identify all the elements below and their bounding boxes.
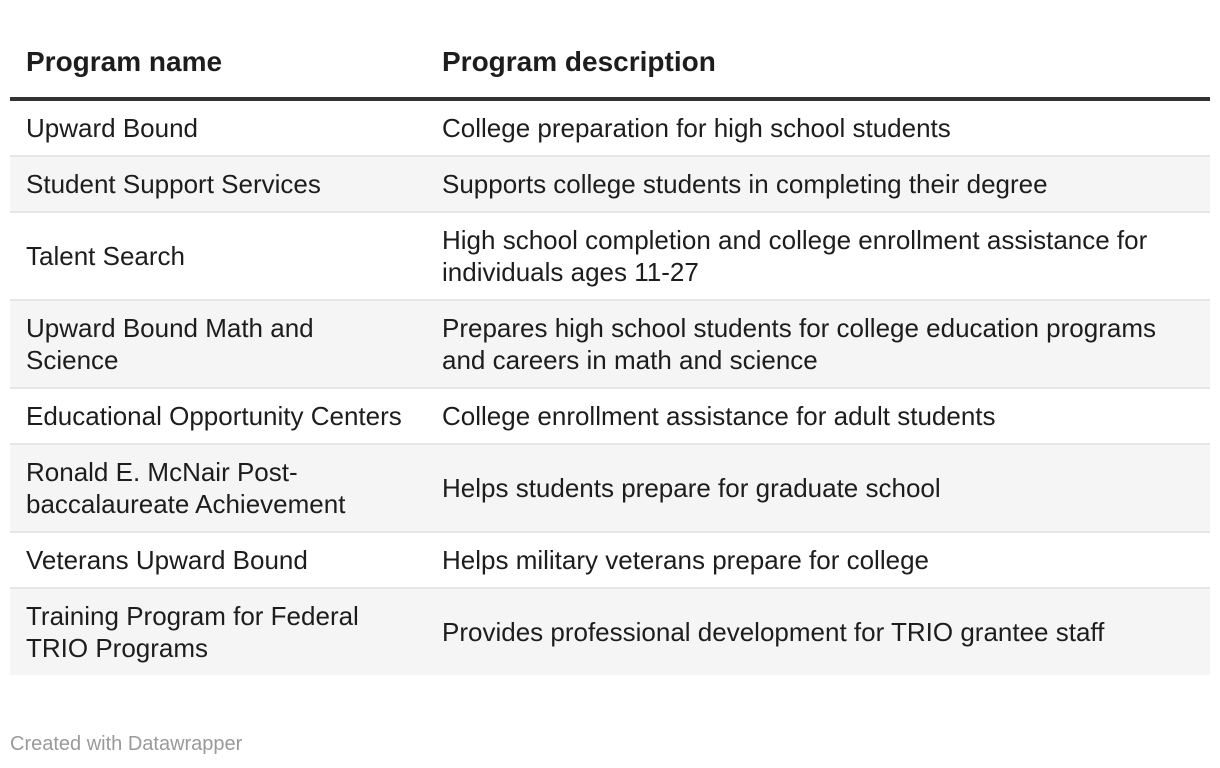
table-row — [10, 300, 1210, 388]
table-header-row — [10, 40, 1210, 99]
table-row — [10, 212, 1210, 300]
program-description-cell: Provides professional development for TRIO grantee staff — [426, 588, 1210, 675]
program-name-cell: Ronald E. McNair Post-baccalaureate Achievement — [10, 444, 426, 532]
table-row — [10, 99, 1210, 156]
program-table-container — [10, 40, 1210, 675]
program-name-cell: Educational Opportunity Centers — [10, 388, 426, 444]
program-name-cell: Training Program for Federal TRIO Programs — [10, 588, 426, 675]
table-body — [10, 99, 1210, 675]
program-name-cell: Student Support Services — [10, 156, 426, 212]
table-row — [10, 156, 1210, 212]
program-table — [10, 40, 1210, 675]
column-header-program-name[interactable]: Program name — [10, 40, 426, 99]
program-description-cell: Helps students prepare for graduate school — [426, 444, 1210, 532]
program-description-cell: College enrollment assistance for adult students — [426, 388, 1210, 444]
program-description-cell: Supports college students in completing their degree — [426, 156, 1210, 212]
datawrapper-credit[interactable]: Created with Datawrapper — [10, 733, 243, 755]
program-name-cell: Veterans Upward Bound — [10, 532, 426, 588]
program-name-cell: Talent Search — [10, 212, 426, 300]
table-row — [10, 588, 1210, 675]
table-row — [10, 388, 1210, 444]
program-description-cell: High school completion and college enrollment assistance for individuals ages 11-27 — [426, 212, 1210, 300]
program-description-cell: Helps military veterans prepare for college — [426, 532, 1210, 588]
program-name-cell: Upward Bound — [10, 99, 426, 156]
program-description-cell: College preparation for high school students — [426, 99, 1210, 156]
program-name-cell: Upward Bound Math and Science — [10, 300, 426, 388]
column-header-program-description[interactable]: Program description — [426, 40, 1210, 99]
table-row — [10, 444, 1210, 532]
program-description-cell: Prepares high school students for college education programs and careers in math and science — [426, 300, 1210, 388]
table-row — [10, 532, 1210, 588]
